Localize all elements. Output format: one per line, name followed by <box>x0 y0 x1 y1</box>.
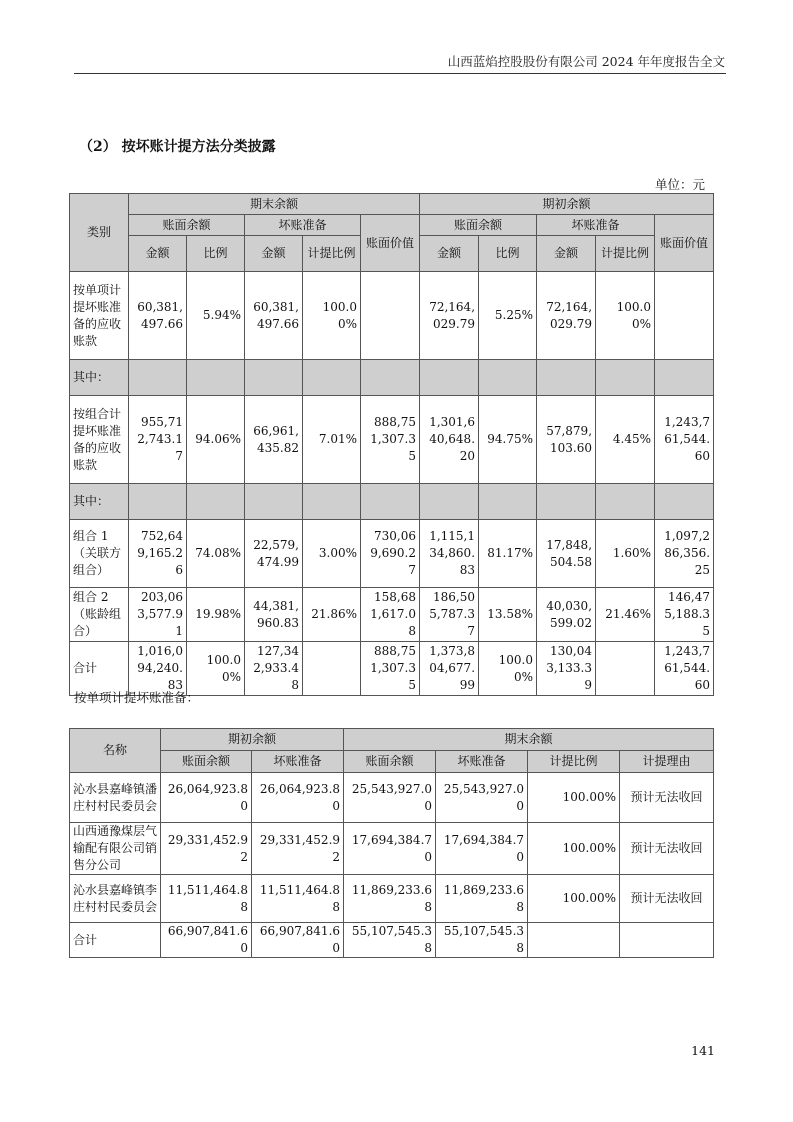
table-cell: 146,475,188.35 <box>655 588 714 642</box>
table-cell: 1,115,134,860.83 <box>420 520 479 588</box>
unit-label-table1: 单位：元 <box>654 177 705 192</box>
table-row <box>70 823 714 875</box>
table-cell: 72,164,029.79 <box>537 272 596 360</box>
table-cell: 11,869,233.68 <box>344 875 436 923</box>
table-cell <box>245 484 303 520</box>
table-row <box>70 520 714 588</box>
table-cell: 955,712,743.17 <box>129 396 187 484</box>
individual-provision-table <box>69 728 714 958</box>
table-cell: 29,331,452.92 <box>161 823 252 875</box>
table-cell: 11,511,464.88 <box>252 875 344 923</box>
header-end-book-value: 账面价值 <box>361 215 420 272</box>
header-category: 类别 <box>70 194 129 272</box>
header-end-bad-debt: 坏账准备 <box>245 215 361 236</box>
table-cell <box>245 360 303 396</box>
table-cell: 29,331,452.92 <box>252 823 344 875</box>
table-cell <box>187 484 245 520</box>
header-begin-balance: 期初余额 <box>420 194 714 215</box>
table-cell: 127,342,933.48 <box>245 642 303 696</box>
header-begin-amount: 金额 <box>420 236 479 272</box>
table-cell <box>303 360 361 396</box>
row-label: 其中： <box>70 360 129 396</box>
table-cell: 730,069,690.27 <box>361 520 420 588</box>
header-begin-ratio: 比例 <box>479 236 537 272</box>
header-end-amount: 金额 <box>129 236 187 272</box>
table-cell: 26,064,923.80 <box>252 773 344 823</box>
table-cell: 66,961,435.82 <box>245 396 303 484</box>
table-cell: 5.94% <box>187 272 245 360</box>
individual-provision-caption: 按单项计提坏账准备： <box>74 690 200 705</box>
table-cell <box>187 360 245 396</box>
table-cell: 1,373,804,677.99 <box>420 642 479 696</box>
table-cell <box>420 360 479 396</box>
table-cell: 17,694,384.70 <box>436 823 528 875</box>
table-cell: 94.75% <box>479 396 537 484</box>
table-cell: 1,097,286,356.25 <box>655 520 714 588</box>
header-begin-bad-debt: 坏账准备 <box>537 215 655 236</box>
table-cell: 130,043,133.39 <box>537 642 596 696</box>
table-cell <box>479 484 537 520</box>
row-label: 组合 2（账龄组合） <box>70 588 129 642</box>
table-cell: 100.00% <box>479 642 537 696</box>
table-row <box>70 360 714 396</box>
table-cell: 888,751,307.35 <box>361 396 420 484</box>
table-cell: 44,381,960.83 <box>245 588 303 642</box>
row-name: 山西通豫煤层气输配有限公司销售分公司 <box>70 823 161 875</box>
table-cell: 55,107,545.38 <box>436 923 528 958</box>
table-cell <box>655 360 714 396</box>
table-cell: 5.25% <box>479 272 537 360</box>
table-cell: 100.00% <box>303 272 361 360</box>
row-label: 其中： <box>70 484 129 520</box>
table-cell <box>303 484 361 520</box>
page-number: 141 <box>691 1043 715 1058</box>
header-begin-book-balance-2: 账面余额 <box>161 751 252 773</box>
table-cell <box>655 484 714 520</box>
table-cell: 40,030,599.02 <box>537 588 596 642</box>
row-label: 组合 1（关联方组合） <box>70 520 129 588</box>
header-begin-book-balance: 账面余额 <box>420 215 537 236</box>
table-cell: 1,016,094,240.83 <box>129 642 187 696</box>
table-cell: 203,063,577.91 <box>129 588 187 642</box>
header-end-book-balance-2: 账面余额 <box>344 751 436 773</box>
table-cell <box>655 272 714 360</box>
table-cell: 25,543,927.00 <box>344 773 436 823</box>
table-cell <box>129 484 187 520</box>
table-cell <box>129 360 187 396</box>
header-end-balance-2: 期末余额 <box>344 729 714 751</box>
table-row <box>70 923 714 958</box>
table-cell: 66,907,841.60 <box>252 923 344 958</box>
table-cell: 19.98% <box>187 588 245 642</box>
table-cell: 25,543,927.00 <box>436 773 528 823</box>
table-row <box>70 272 714 360</box>
header-begin-bad-debt-2: 坏账准备 <box>252 751 344 773</box>
table-row <box>70 484 714 520</box>
header-provision-ratio-2: 计提比例 <box>528 751 620 773</box>
header-end-bad-debt-2: 坏账准备 <box>436 751 528 773</box>
table-cell: 1.60% <box>596 520 655 588</box>
header-end-bad-amount: 金额 <box>245 236 303 272</box>
table-cell: 4.45% <box>596 396 655 484</box>
table-cell <box>620 923 714 958</box>
table-cell: 60,381,497.66 <box>129 272 187 360</box>
row-name: 沁水县嘉峰镇潘庄村村民委员会 <box>70 773 161 823</box>
header-begin-book-value: 账面价值 <box>655 215 714 272</box>
table-cell: 预计无法收回 <box>620 823 714 875</box>
header-end-provision-ratio: 计提比例 <box>303 236 361 272</box>
table-cell <box>361 484 420 520</box>
table-cell <box>479 360 537 396</box>
table-row <box>70 588 714 642</box>
table-cell <box>596 360 655 396</box>
table-cell: 17,694,384.70 <box>344 823 436 875</box>
header-end-balance: 期末余额 <box>129 194 420 215</box>
table-cell <box>537 484 596 520</box>
table-cell: 1,301,640,648.20 <box>420 396 479 484</box>
header-divider <box>74 73 726 74</box>
table-cell <box>303 642 361 696</box>
section-title: （2） 按坏账计提方法分类披露 <box>79 139 276 155</box>
header-begin-provision-ratio: 计提比例 <box>596 236 655 272</box>
table-cell: 72,164,029.79 <box>420 272 479 360</box>
table-cell: 3.00% <box>303 520 361 588</box>
table-cell: 100.00% <box>528 773 620 823</box>
table-cell: 11,869,233.68 <box>436 875 528 923</box>
table-cell <box>596 642 655 696</box>
table-cell: 预计无法收回 <box>620 773 714 823</box>
table-cell: 752,649,165.26 <box>129 520 187 588</box>
table-cell: 7.01% <box>303 396 361 484</box>
header-begin-balance-2: 期初余额 <box>161 729 344 751</box>
table-cell: 100.00% <box>528 823 620 875</box>
header-name: 名称 <box>70 729 161 773</box>
table-cell: 预计无法收回 <box>620 875 714 923</box>
table-cell: 186,505,787.37 <box>420 588 479 642</box>
table-cell: 100.00% <box>596 272 655 360</box>
table-cell: 1,243,761,544.60 <box>655 396 714 484</box>
bad-debt-classification-table <box>69 193 714 696</box>
row-label: 合计 <box>70 642 129 696</box>
row-label: 按组合计提坏账准备的应收账款 <box>70 396 129 484</box>
table-cell <box>361 272 420 360</box>
row-label: 按单项计提坏账准备的应收账款 <box>70 272 129 360</box>
page-header-title: 山西蓝焰控股股份有限公司 2024 年年度报告全文 <box>447 54 725 69</box>
header-end-book-balance: 账面余额 <box>129 215 245 236</box>
table-cell: 21.46% <box>596 588 655 642</box>
table-cell: 1,243,761,544.60 <box>655 642 714 696</box>
table-cell: 55,107,545.38 <box>344 923 436 958</box>
table-cell: 21.86% <box>303 588 361 642</box>
table-row <box>70 875 714 923</box>
table-cell: 888,751,307.35 <box>361 642 420 696</box>
header-provision-reason-2: 计提理由 <box>620 751 714 773</box>
header-begin-bad-amount: 金额 <box>537 236 596 272</box>
table-cell: 26,064,923.80 <box>161 773 252 823</box>
table-cell: 100.00% <box>187 642 245 696</box>
table-cell: 94.06% <box>187 396 245 484</box>
header-end-ratio: 比例 <box>187 236 245 272</box>
table-cell: 22,579,474.99 <box>245 520 303 588</box>
row-name: 沁水县嘉峰镇李庄村村民委员会 <box>70 875 161 923</box>
table-cell <box>596 484 655 520</box>
table-cell <box>420 484 479 520</box>
table-row <box>70 396 714 484</box>
table-cell: 60,381,497.66 <box>245 272 303 360</box>
table-cell: 13.58% <box>479 588 537 642</box>
table-cell: 66,907,841.60 <box>161 923 252 958</box>
table-cell: 11,511,464.88 <box>161 875 252 923</box>
table-cell: 57,879,103.60 <box>537 396 596 484</box>
table-cell: 158,681,617.08 <box>361 588 420 642</box>
row-name: 合计 <box>70 923 161 958</box>
table-cell: 17,848,504.58 <box>537 520 596 588</box>
table-cell <box>537 360 596 396</box>
table-cell: 74.08% <box>187 520 245 588</box>
table-row <box>70 773 714 823</box>
table-cell <box>528 923 620 958</box>
table-cell: 81.17% <box>479 520 537 588</box>
table-cell <box>361 360 420 396</box>
table-cell: 100.00% <box>528 875 620 923</box>
